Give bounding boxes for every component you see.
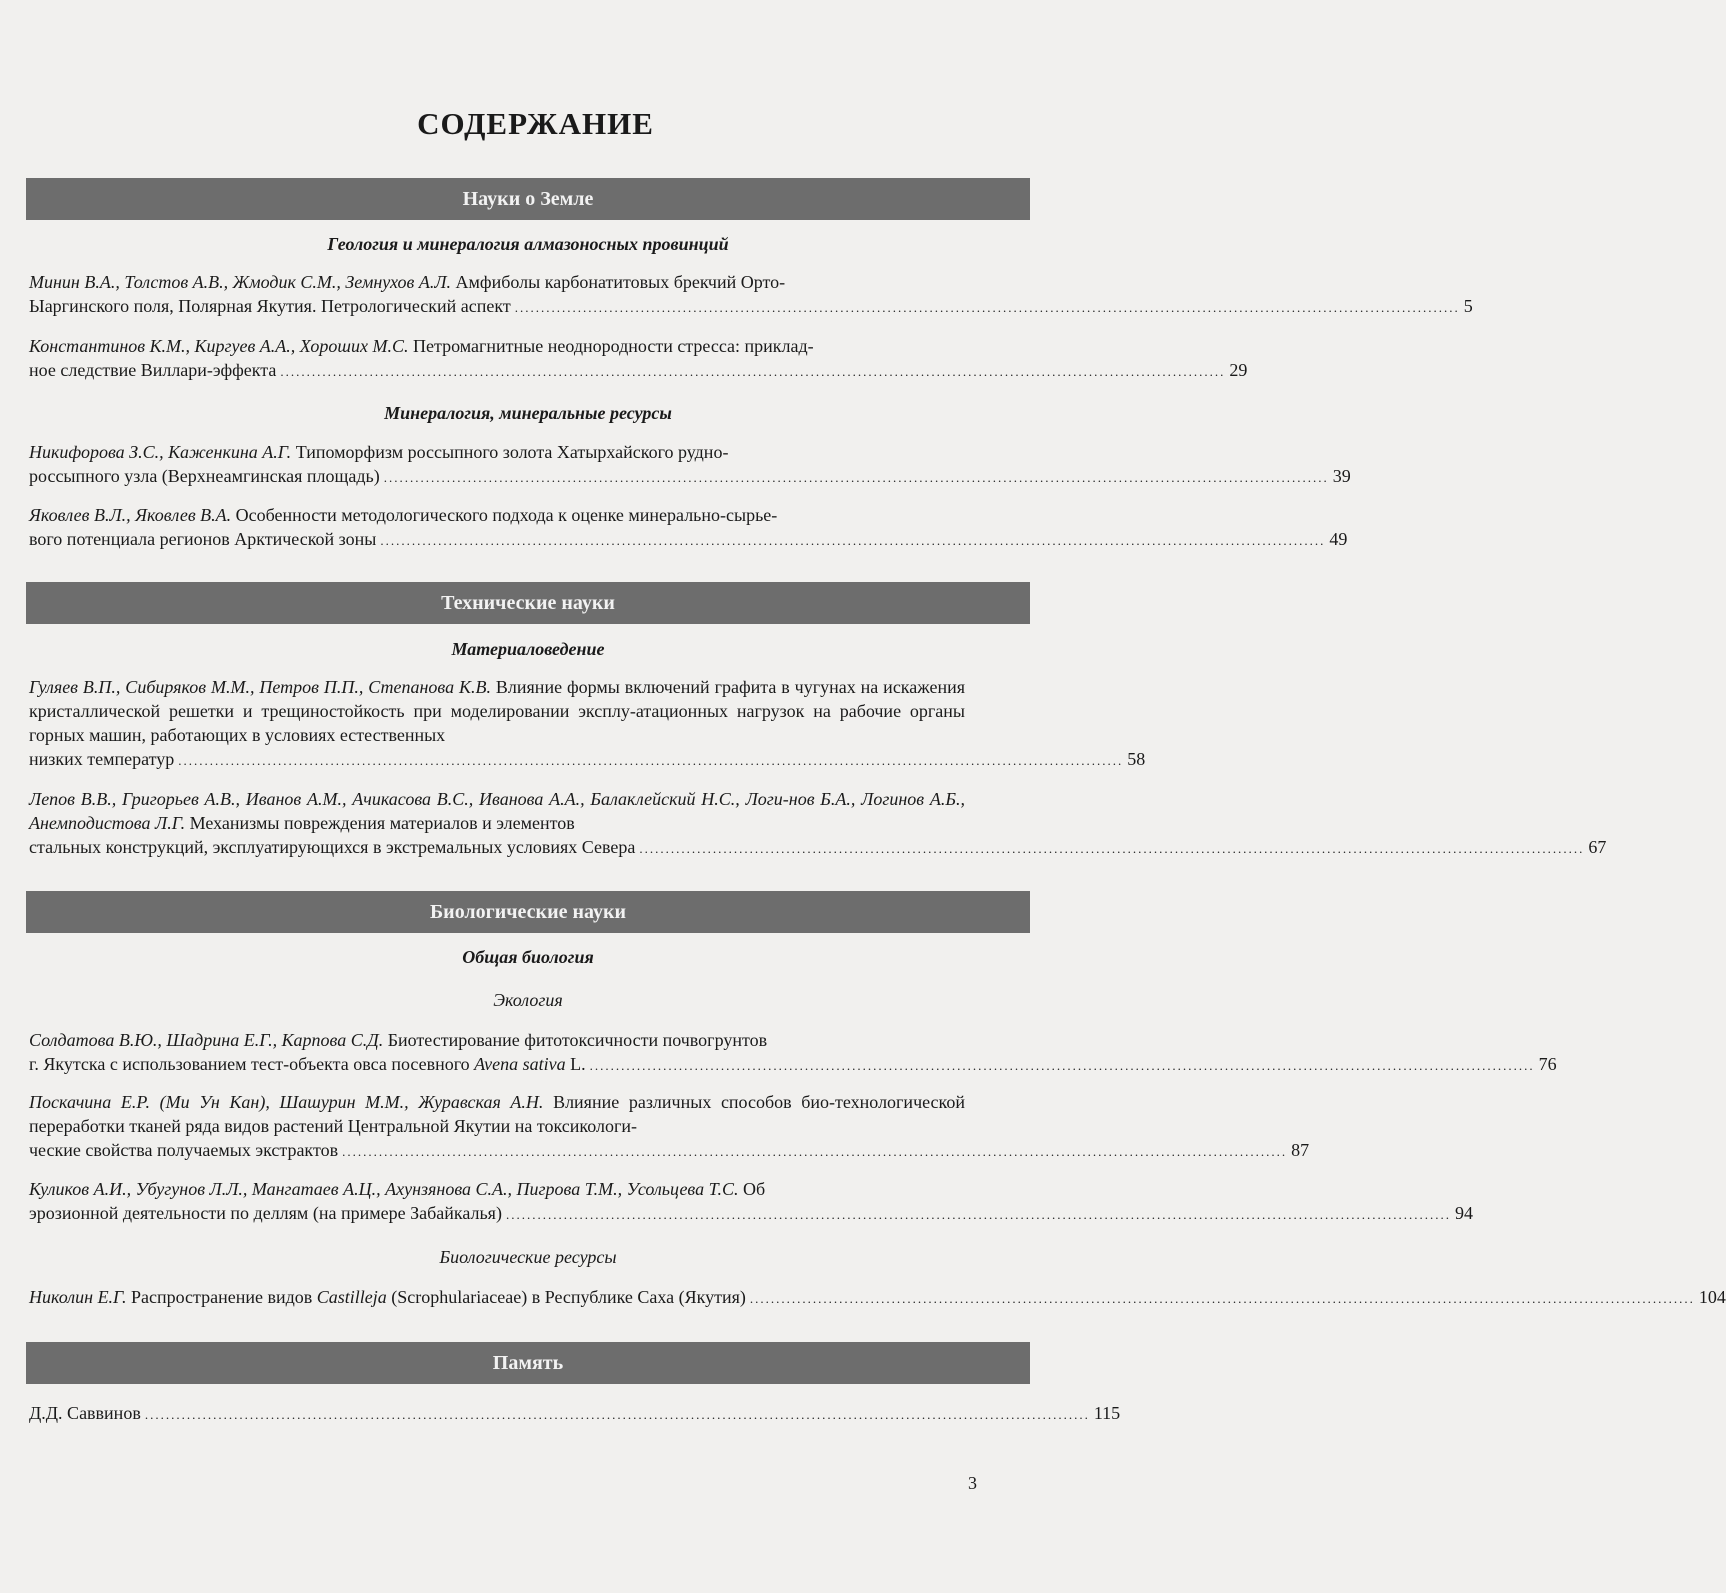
subsection-heading: Минералогия, минеральные ресурсы xyxy=(384,403,672,423)
leader-dots: .................................................................................................................................................................................... xyxy=(589,1058,1535,1073)
entry-authors: Константинов К.М., Киргуев А.А., Хороших М.С. xyxy=(29,336,409,356)
page-ref: 49 xyxy=(1329,529,1348,549)
entry-authors: Николин Е.Г. xyxy=(29,1287,127,1307)
toc-entry[interactable] xyxy=(29,1401,1121,1427)
page-ref: 29 xyxy=(1229,360,1248,380)
section-header-earth-sciences: Науки о Земле xyxy=(26,178,1030,220)
section-header-biological-sciences: Биологические науки xyxy=(26,891,1030,933)
entry-title-end: стальных конструкций, эксплуатирующихся в экстремальных условиях Севера xyxy=(29,837,636,857)
entry-authors: Куликов А.И., Убугунов Л.Л., Мангатаев А.Ц., Ахунзянова С.А., Пигрова Т.М., Усольцева Т.С. xyxy=(29,1179,739,1199)
toc-entry[interactable] xyxy=(29,1285,1726,1311)
toc-entry[interactable] xyxy=(29,1177,1473,1227)
species-name: Avena sativa xyxy=(474,1054,566,1074)
toc-entry[interactable] xyxy=(29,675,1146,773)
section-header-memory: Память xyxy=(26,1342,1030,1384)
leader-dots: .................................................................................................................................................................................... xyxy=(380,533,1326,548)
page-ref: 94 xyxy=(1454,1203,1473,1223)
entry-title-end: низких температур xyxy=(29,749,175,769)
subsection-heading: Биологические ресурсы xyxy=(439,1247,617,1267)
toc-entry[interactable] xyxy=(29,440,1351,490)
entry-title: Петромагнитные неоднородности стресса: приклад- xyxy=(413,336,814,356)
subsection-heading: Геология и минералогия алмазоносных провинций xyxy=(327,234,729,254)
entry-authors: Никифорова З.С., Каженкина А.Г. xyxy=(29,442,292,462)
leader-dots: .................................................................................................................................................................................... xyxy=(342,1144,1288,1159)
toc-entry[interactable] xyxy=(29,334,1248,384)
page-ref: 39 xyxy=(1332,466,1351,486)
genus-name: Castilleja xyxy=(316,1287,387,1307)
entry-title-end: (Scrophulariaceae) в Республике Саха (Якутия) xyxy=(391,1287,746,1307)
leader-dots: .................................................................................................................................................................................... xyxy=(514,300,1460,315)
subsection-heading: Общая биология xyxy=(462,947,594,967)
page-ref: 104 xyxy=(1698,1287,1726,1307)
entry-title-end: вого потенциала регионов Арктической зоны xyxy=(29,529,377,549)
toc-entry[interactable] xyxy=(29,1090,1310,1164)
toc-entry[interactable] xyxy=(29,270,1473,320)
leader-dots: .................................................................................................................................................................................... xyxy=(144,1407,1090,1422)
leader-dots: .................................................................................................................................................................................... xyxy=(639,841,1585,856)
entry-title: Распространение видов xyxy=(130,1287,313,1307)
species-author: L. xyxy=(570,1054,586,1074)
entry-title: Амфиболы карбонатитовых брекчий Орто- xyxy=(455,272,786,292)
entry-title-end: Ыаргинского поля, Полярная Якутия. Петрологический аспект xyxy=(29,296,511,316)
page-ref: 87 xyxy=(1291,1140,1310,1160)
entry-title: Механизмы повреждения материалов и элементов xyxy=(189,813,575,833)
entry-authors: Яковлев В.Л., Яковлев В.А. xyxy=(29,505,232,525)
page-ref: 58 xyxy=(1127,749,1146,769)
page-ref: 115 xyxy=(1093,1403,1121,1423)
page-ref: 5 xyxy=(1463,296,1473,316)
page-title: СОДЕРЖАНИЕ xyxy=(417,106,654,141)
leader-dots: .................................................................................................................................................................................... xyxy=(178,753,1124,768)
entry-title-end: эрозионной деятельности по деллям (на примере Забайкалья) xyxy=(29,1203,502,1223)
page-ref: 76 xyxy=(1538,1054,1557,1074)
section-header-technical-sciences: Технические науки xyxy=(26,582,1030,624)
entry-title: Д.Д. Саввинов xyxy=(29,1403,141,1423)
minor-heading: Экология xyxy=(493,990,563,1010)
entry-title-end: ческие свойства получаемых экстрактов xyxy=(29,1140,339,1160)
entry-title: Особенности методологического подхода к оценке минерально-сырье- xyxy=(235,505,778,525)
leader-dots: .................................................................................................................................................................................... xyxy=(383,470,1329,485)
entry-title: Биотестирование фитотоксичности почвогрунтов xyxy=(387,1030,768,1050)
entry-title-end: россыпного узла (Верхнеамгинская площадь) xyxy=(29,466,380,486)
toc-entry[interactable] xyxy=(29,503,1348,553)
leader-dots: .................................................................................................................................................................................... xyxy=(749,1291,1695,1306)
toc-entry[interactable] xyxy=(29,787,1607,861)
subsection-heading: Материаловедение xyxy=(451,639,605,659)
toc-entry[interactable] xyxy=(29,1028,1557,1078)
entry-title: Типоморфизм россыпного золота Хатырхайского рудно- xyxy=(295,442,729,462)
entry-title-end: ное следствие Виллари-эффекта xyxy=(29,360,277,380)
entry-authors: Лепов В.В., Григорьев А.В., Иванов А.М., Ачикасова В.С., Иванова А.А., Балаклейский Н.С., Логи-нов Б.А., Логинов А.Б., Анемподистова Л.Г. xyxy=(29,789,965,833)
leader-dots: .................................................................................................................................................................................... xyxy=(505,1207,1451,1222)
entry-authors: Поскачина Е.Р. (Ми Ун Кан), Шашурин М.М., Журавская А.Н. xyxy=(29,1092,544,1112)
entry-title-end: г. Якутска с использованием тест-объекта овса посевного xyxy=(29,1054,470,1074)
entry-title: Влияние формы включений графита в чугунах на искажения кристаллической решетки и трещиностойкость при моделировании эксплу-атационных нагрузок на рабочие органы горных машин, работающих в условиях естественных xyxy=(29,677,965,745)
page-number: 3 xyxy=(968,1473,977,1493)
entry-authors: Гуляев В.П., Сибиряков М.М., Петров П.П., Степанова К.В. xyxy=(29,677,491,697)
entry-title: Влияние различных способов био-технологической переработки тканей ряда видов растений Центральной Якутии на токсикологи- xyxy=(29,1092,966,1136)
entry-title: Об xyxy=(743,1179,766,1199)
entry-authors: Солдатова В.Ю., Шадрина Е.Г., Карпова С.Д. xyxy=(29,1030,384,1050)
leader-dots: .................................................................................................................................................................................... xyxy=(280,364,1226,379)
entry-authors: Минин В.А., Толстов А.В., Жмодик С.М., Земнухов А.Л. xyxy=(29,272,452,292)
page-ref: 67 xyxy=(1588,837,1607,857)
